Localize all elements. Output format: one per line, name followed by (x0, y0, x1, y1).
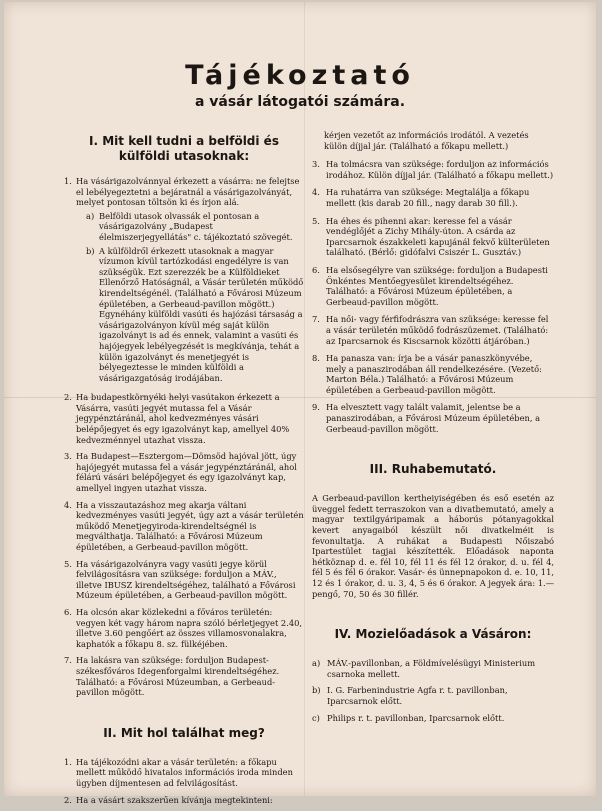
section-1-item (64, 607, 304, 649)
section-4-item (312, 685, 554, 706)
sub-item (86, 211, 304, 243)
section-2-item (312, 402, 554, 434)
section-1-item (64, 559, 304, 601)
item-letter: a) (312, 658, 321, 669)
item-number: 7. (312, 314, 320, 325)
section-2-item (64, 757, 304, 789)
sub-item (86, 246, 304, 384)
item-number: 5. (64, 558, 72, 569)
item-number: 1. (64, 176, 72, 186)
item-text: Ha éhes és pihenni akar: keresse fel a vásár vendéglőjét a Zichy Mihály-úton. A csárda az Iparcsarnok északkeleti kapujánál fekvő külterületen található. (Bérlő: gidófalvi Csiszér L. Gusztáv.) (326, 215, 550, 258)
item-text: Ha női- vagy férfifodrászra van szüksége: keresse fel a vásár területén működő fodrászüzemet. (Található: az Iparcsarnok és Kiscsarnok közötti átjáróban.) (326, 314, 549, 346)
section-4-heading: IV. Mozielőadások a Vásáron: (334, 627, 532, 642)
fold-line-vertical (304, 2, 305, 796)
item-number: 5. (312, 215, 320, 226)
section-2-item (312, 353, 554, 395)
section-4-item (312, 713, 554, 724)
document-subtitle: a vásár látogatói számára. (194, 94, 406, 110)
item-number: 6. (64, 606, 72, 617)
item-text: Ha budapestkörnyéki helyi vasútakon érkezett a Vásárra, vasúti jegyét mutassa fel a Vásár jegypénztáránál, ahol kedvezményes vásári belépőjegyet és egy igazolványt kap, amellyel 40% kedvezménnyel utazhat vissza. (76, 392, 290, 445)
right-column (312, 130, 554, 729)
item-number: 6. (312, 264, 320, 275)
sub-item-letter: a) (86, 210, 95, 221)
item-number: 4. (312, 187, 320, 198)
sub-item-letter: b) (86, 245, 95, 256)
item-text: Ha vásárigazolványra vagy vasúti jegye körül felvilágosításra van szüksége: forduljon a MÁV., illetve IBUSZ kirendeltségéhez, található a Fővárosi Múzeum épületében, a Gerbeaud-pavillon mögött. (76, 558, 296, 601)
section-1-heading: I. Mit kell tudni a belföldi és külföldi utasoknak: (89, 134, 279, 163)
item-text: Ha lakásra van szüksége: forduljon Budapest-székesfőváros Idegenforgalmi kirendeltségéhez. Található: a Fővárosi Múzeumban, a Gerbeaud-pavillon mögött. (76, 655, 280, 698)
section-3-heading: III. Ruhabemutató. (369, 462, 497, 477)
section-2-continuation: kérjen vezetőt az információs irodától. A vezetés külön díjjal jár. (Található a főkapu mellett.) (324, 130, 529, 151)
item-number: 2. (64, 392, 72, 403)
item-text: Ha elsősegélyre van szüksége: forduljon a Budapesti Önkéntes Mentőegyesület kirendeltségéhez. Található: a Fővárosi Múzeum épületében, a Gerbeaud-pavillon mögött. (326, 264, 548, 307)
section-1-item (64, 451, 304, 493)
left-column (64, 134, 304, 811)
item-number: 7. (64, 655, 72, 666)
document-title: Tájékoztató (185, 60, 415, 91)
section-1-item (64, 392, 304, 445)
section-2-item (312, 314, 554, 346)
item-number: 3. (312, 159, 320, 170)
section-1-item (64, 500, 304, 553)
item-text: I. G. Farbenindustrie Agfa r. t. pavillonban, Iparcsarnok előtt. (327, 685, 508, 706)
item-text: Ha elvesztett vagy talált valamit, jelentse be a panaszirodában, a Fővárosi Múzeum épületében, a Gerbeaud-pavillon mögött. (326, 402, 541, 434)
item-number: 4. (64, 499, 72, 510)
sub-item-text: Belföldi utasok olvassák el pontosan a vásárigazolvány „Budapest élelmiszerjegyellátás" c. tájékoztató szövegét. (99, 210, 293, 242)
item-number: 9. (312, 402, 320, 413)
item-text: Philips r. t. pavillonban, Iparcsarnok előtt. (327, 712, 505, 723)
item-text: Ha Budapest—Esztergom—Dömsöd hajóval jött, úgy hajójegyét mutassa fel a vásár jegypénztáránál, ahol félárú vásári belépőjegyet és egy igazolványt kap, amellyel ingyen utazhat vissza. (76, 451, 297, 494)
section-3-text: A Gerbeaud-pavillon kertheiyiségében és eső esetén az üveggel fedett terraszokon van a divatbemutató, amely a magyar textilgyáripamak a háborús pótanyagokkal kevert anyagaiból készült női divatkelméit is fevonultatja. A ruhákat a Budapesti Nőiszabó Ipartestület tagjai készítették. Előadások naponta hétköznap d. e. fél 10, fél 11 és fél 12 órakor, d. u. fél 4, fél 5 és fél 6 órakor. Vasár- és ünnepnapokon d. e. 10, 11, 12 és 1 órakor, d. u. 3, 4, 5 és 6 órakor. A jegyek ára: 1.— pengő, 70, 50 és 30 fillér. (312, 493, 554, 599)
item-letter: c) (312, 712, 320, 723)
sub-item-text: A külföldről érkezett utasoknak a magyar vízumon kívül tartózkodási engedélyre is van szükségük. Ezt szerezzék be a Külföldieket Ellenőrző Hatóságnál, a Vásár területén működő kirendeltségénél. (Található a Fővárosi Múzeum épületében, a Gerbeaud-pavillon mögött.) Egynéhány külföldi vasúti és hajózási társaság a vásárigazolványon kívül még saját külön igazolványt is ad és ennek, valamint a vasúti és hajójegyek lebélyegzését is megkívánja, tehát a külön igazolványt és menetjegyét is bélyegeztesse le minden külföldi a vásárigazgatóság irodájában. (99, 245, 304, 383)
item-text: Ha ruhatárra van szüksége: Megtalálja a főkapu mellett (kis darab 20 fill., nagy darab 30 fill.). (326, 187, 530, 208)
item-number: 3. (64, 451, 72, 462)
document-page (4, 2, 596, 805)
item-letter: b) (312, 685, 321, 696)
section-4-item (312, 658, 554, 679)
item-text: Ha tolmácsra van szüksége: forduljon az információs irodához. Külön díjjal jár. (Található a főkapu mellett.) (326, 159, 554, 180)
item-number: 8. (312, 353, 320, 364)
section-2-item (312, 159, 554, 180)
section-2-heading: II. Mit hol találhat meg? (103, 725, 265, 740)
item-number: 1. (64, 756, 72, 767)
section-2-item (312, 265, 554, 307)
section-1-item (64, 655, 304, 697)
item-text: Ha a visszautazáshoz meg akarja váltani kedvezményes vasúti jegyét, úgy azt a vásár területén működő Menetjegyiroda-kirendeltségnél is megválthatja. Található: a Fővárosi Múzeum épületében, a Gerbeaud-pavillon mögött. (76, 499, 304, 552)
item-text: Ha vásárigazolvánnyal érkezett a vásárra: ne felejtse el lebélyegeztetni a bejáratnál a vásárigazolványát, melyet pontosan töltsön ki és írjon alá. (76, 176, 300, 208)
item-text: Ha tájékozódni akar a vásár területén: a főkapu mellett működő hivatalos információs iroda minden ügyben díjmentesen ad felvilágosítást. (76, 756, 293, 788)
section-1-item (64, 176, 304, 386)
section-2-item (312, 216, 554, 258)
item-text: Ha a vásárt szakszerűen kívánja megtekinteni: (76, 794, 273, 805)
item-text: Ha olcsón akar közlekedni a főváros területén: vegyen két vagy három napra szóló bérletjegyet 2.40, illetve 3.60 pengőért az összes villamosvonalakra, kaphatók a főkapu 8. sz. fülkéjében. (76, 606, 303, 649)
item-text: Ha panasza van: írja be a vásár panaszkönyvébe, mely a panaszirodában áll rendelkezésére. (Vezető: Marton Béla.) Található: a Fővárosi Múzeum épületében a Gerbeaud-pavillon mögött. (326, 353, 542, 395)
section-2-item (312, 187, 554, 208)
item-number: 2. (64, 794, 72, 805)
item-text: MÁV.-pavillonban, a Földmívelésügyi Ministerium csarnoka mellett. (327, 658, 536, 679)
